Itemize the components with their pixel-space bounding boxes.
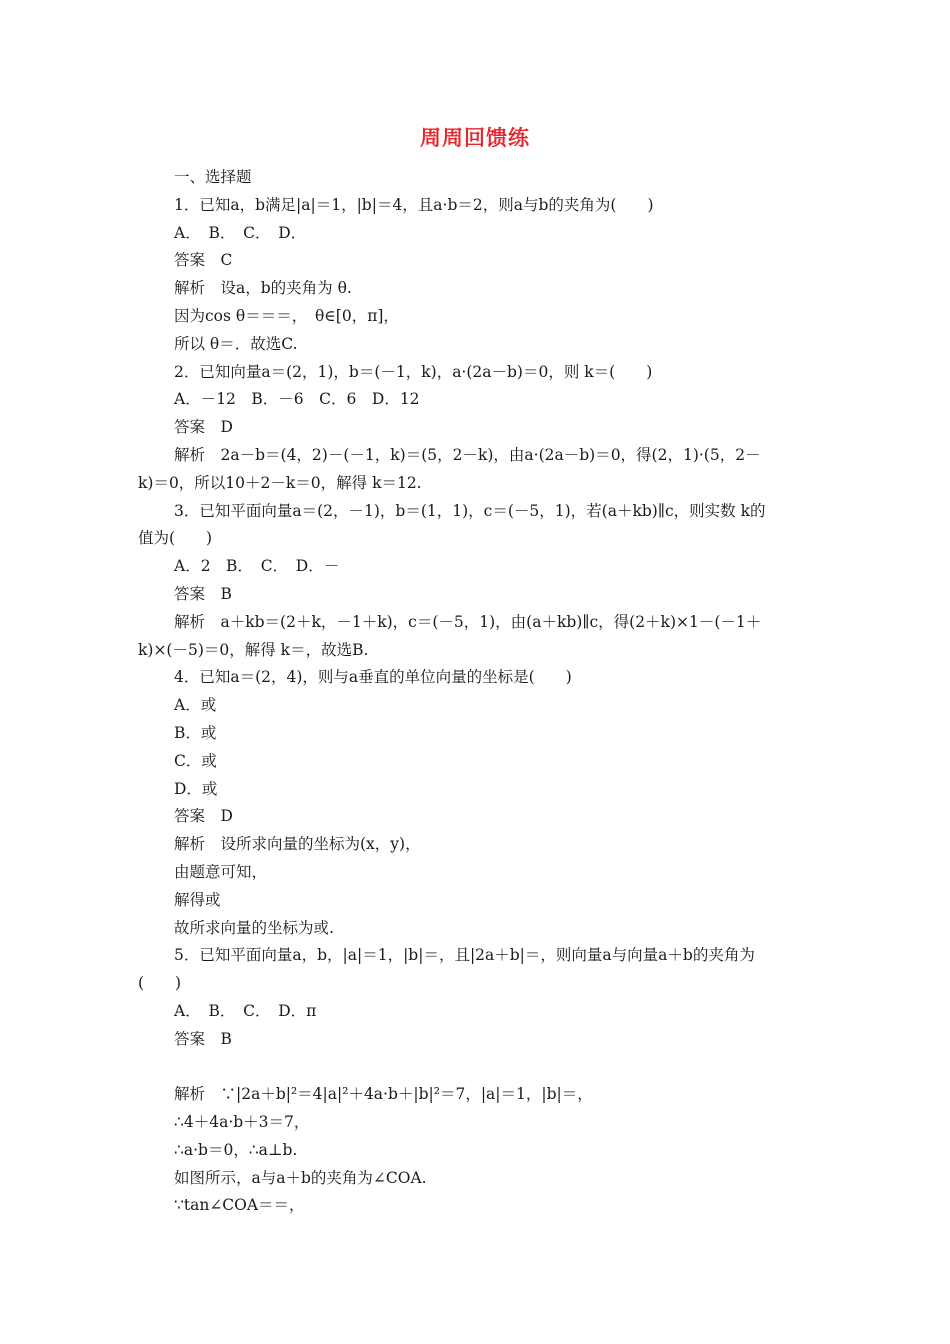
question-5-stem: ( ) <box>138 974 182 993</box>
question-5-stem: 5．已知平面向量a，b，|a|＝1，|b|＝，且|2a＋b|＝，则向量a与向量a＋b的夹角为 <box>174 946 755 965</box>
question-4-option-d: D．或 <box>174 779 218 798</box>
question-3-answer: 答案 B <box>174 584 232 603</box>
document-body <box>138 164 814 1220</box>
question-1-analysis: 解析 设a，b的夹角为 θ. <box>174 279 352 298</box>
section-heading: 一、选择题 <box>174 168 252 186</box>
question-3-analysis: 解析 a＋kb＝(2＋k，－1＋k)，c＝(－5，1)，由(a＋kb)∥c，得(2＋k)×1－(－1＋ <box>174 612 762 631</box>
question-2-stem: 2．已知向量a＝(2，1)，b＝(－1，k)，a·(2a－b)＝0，则 k＝( ) <box>174 362 653 381</box>
question-4-option-a: A．或 <box>174 696 217 715</box>
question-4-analysis: 解析 设所求向量的坐标为(x，y)， <box>174 835 421 854</box>
question-5-answer: 答案 B <box>174 1029 232 1048</box>
question-1-analysis: 因为cos θ＝＝＝， θ∈[0，π]， <box>174 306 399 325</box>
blank-line <box>138 1054 814 1082</box>
question-5-analysis: ∴a·b＝0，∴a⊥b. <box>174 1140 298 1159</box>
question-3-options: A．2 B． C． D．－ <box>174 557 340 576</box>
question-5-options: A． B． C． D．π <box>174 1001 317 1020</box>
question-1-answer: 答案 C <box>174 251 233 270</box>
question-2-options: A．－12 B．－6 C．6 D．12 <box>174 390 420 409</box>
question-4-analysis: 解得或 <box>174 890 221 909</box>
question-1-analysis: 所以 θ＝．故选C. <box>174 334 298 353</box>
question-4-analysis: 故所求向量的坐标为或. <box>174 918 334 937</box>
question-1-options: A． B． C． D． <box>174 223 307 242</box>
question-4-option-c: C．或 <box>174 751 217 770</box>
question-5-analysis: 如图所示，a与a＋b的夹角为∠COA. <box>174 1168 427 1187</box>
question-3-stem: 3．已知平面向量a＝(2，－1)，b＝(1，1)，c＝(－5，1)，若(a＋kb)∥c，则实数 k的 <box>174 501 766 520</box>
question-2-analysis: k)＝0，所以10＋2－k＝0，解得 k＝12. <box>138 473 422 492</box>
question-2-answer: 答案 D <box>174 418 233 437</box>
page-title: 周周回馈练 <box>420 126 530 150</box>
question-4-option-b: B．或 <box>174 723 217 742</box>
question-3-stem: 值为( ) <box>138 529 213 548</box>
question-5-analysis: ∵tan∠COA＝＝， <box>174 1196 305 1215</box>
question-4-answer: 答案 D <box>174 807 233 826</box>
question-1-stem: 1．已知a，b满足|a|＝1，|b|＝4，且a·b＝2，则a与b的夹角为( ) <box>174 195 654 214</box>
question-4-analysis: 由题意可知， <box>174 862 268 881</box>
question-5-analysis: ∴4＋4a·b＋3＝7， <box>174 1113 310 1132</box>
question-4-stem: 4．已知a＝(2，4)，则与a垂直的单位向量的坐标是( ) <box>174 668 572 687</box>
question-2-analysis: 解析 2a－b＝(4，2)－(－1，k)＝(5，2－k)，由a·(2a－b)＝0，得(2，1)·(5，2－ <box>174 445 761 464</box>
question-5-analysis: 解析 ∵|2a＋b|²＝4|a|²＋4a·b＋|b|²＝7，|a|＝1，|b|＝， <box>174 1085 593 1104</box>
question-3-analysis: k)×(－5)＝0，解得 k＝，故选B. <box>138 640 369 659</box>
